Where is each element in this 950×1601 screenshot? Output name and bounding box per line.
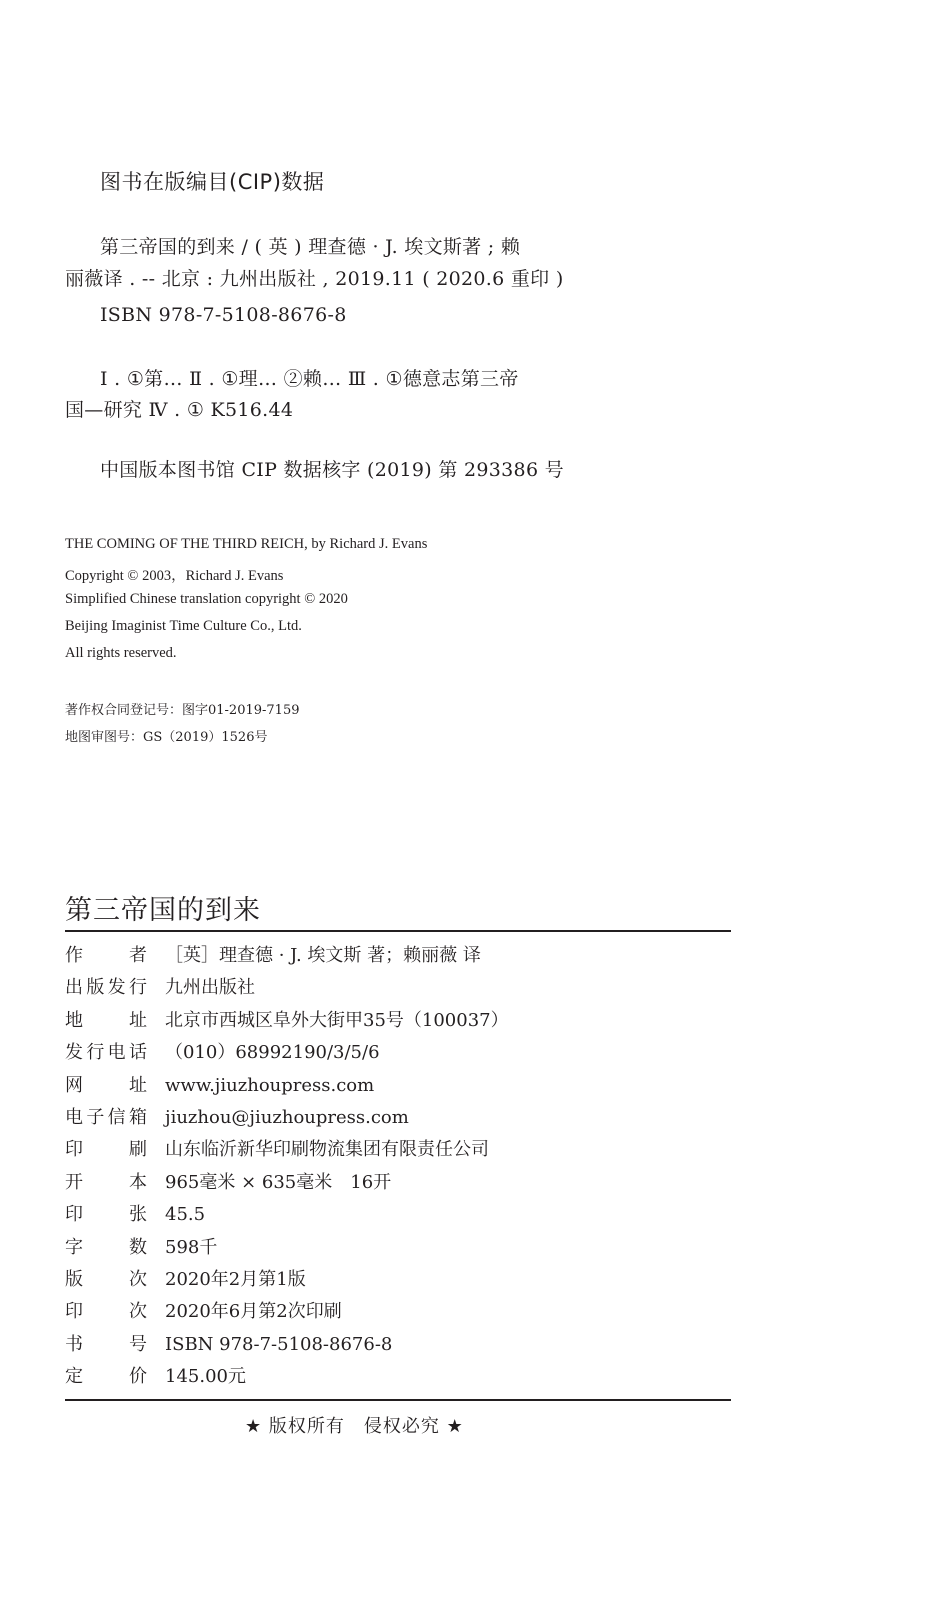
publication-info-table <box>65 940 731 1393</box>
info-label-char: 箱 <box>128 1106 147 1128</box>
info-row <box>65 1037 731 1069</box>
info-value: jiuzhou@jiuzhoupress.com <box>165 1106 409 1128</box>
info-label-char: 印 <box>65 1204 83 1226</box>
info-label <box>65 1232 147 1264</box>
info-label-char: 字 <box>65 1236 83 1258</box>
info-row <box>65 1102 731 1134</box>
info-value: www.jiuzhoupress.com <box>165 1074 375 1096</box>
info-value: 2020年2月第1版 <box>165 1268 306 1290</box>
info-value: 2020年6月第2次印刷 <box>165 1301 342 1323</box>
map-review-number: 地图审图号：GS（2019）1526号 <box>65 730 268 745</box>
info-value: 145.00元 <box>165 1366 246 1388</box>
info-label <box>65 1361 147 1393</box>
info-value: 山东临沂新华印刷物流集团有限责任公司 <box>165 1139 489 1161</box>
info-value: 北京市西城区阜外大街甲35号（100037） <box>165 1009 509 1031</box>
info-row <box>65 1199 731 1231</box>
cip-heading: 图书在版编目(CIP)数据 <box>100 170 325 194</box>
info-row <box>65 1361 731 1393</box>
info-row <box>65 1070 731 1102</box>
info-row <box>65 1167 731 1199</box>
info-label-char: 版 <box>86 977 105 999</box>
info-label-char: 信 <box>107 1106 126 1128</box>
translation-copyright-line: Simplified Chinese translation copyright © 2020 <box>65 591 348 607</box>
english-title-line: THE COMING OF THE THIRD REICH, by Richard J. Evans <box>65 536 428 552</box>
info-value: 九州出版社 <box>165 977 255 999</box>
rights-reserved-line: All rights reserved. <box>65 645 177 661</box>
contract-registration-number: 著作权合同登记号：图字01-2019-7159 <box>65 703 300 718</box>
info-label <box>65 1134 147 1166</box>
info-label-char: 出 <box>65 977 83 999</box>
info-label-char: 发 <box>65 1042 83 1064</box>
info-label-char: 次 <box>129 1268 147 1290</box>
info-value: 965毫米 × 635毫米 16开 <box>165 1171 392 1193</box>
info-value: ISBN 978-7-5108-8676-8 <box>165 1333 393 1355</box>
info-top-rule <box>65 930 731 932</box>
info-row <box>65 1134 731 1166</box>
info-label-char: 行 <box>86 1042 105 1064</box>
cip-entry-line-2: 丽薇译 . -- 北京 : 九州出版社 , 2019.11 ( 2020.6 重印 ) <box>65 268 564 290</box>
info-label <box>65 1264 147 1296</box>
cip-classification-line-1: Ⅰ . ①第… Ⅱ . ①理… ②赖… Ⅲ . ①德意志第三帝 <box>100 368 519 390</box>
info-label-char: 作 <box>65 945 83 966</box>
info-label <box>65 1102 147 1134</box>
info-label-char: 张 <box>129 1204 147 1226</box>
cip-entry-line-1: 第三帝国的到来 / ( 英 ) 理查德 · J. 埃文斯著 ; 赖 <box>100 236 521 258</box>
info-label-char: 行 <box>128 977 147 999</box>
info-label <box>65 1329 147 1361</box>
info-label-char: 址 <box>129 1074 147 1096</box>
info-label-char: 书 <box>65 1333 83 1355</box>
info-label <box>65 1167 147 1199</box>
cip-classification-line-2: 国—研究 Ⅳ . ① K516.44 <box>65 399 294 421</box>
info-label-char: 定 <box>65 1366 83 1388</box>
info-label-char: 电 <box>65 1106 83 1128</box>
info-label-char: 次 <box>129 1301 147 1323</box>
info-label-char: 版 <box>65 1268 83 1290</box>
info-row <box>65 1005 731 1037</box>
info-label-char: 发 <box>107 977 126 999</box>
info-label <box>65 940 147 972</box>
cip-isbn: ISBN 978-7-5108-8676-8 <box>100 304 347 326</box>
info-label <box>65 1037 147 1069</box>
info-label-char: 开 <box>65 1171 83 1193</box>
info-label-char: 地 <box>65 1009 83 1031</box>
info-row <box>65 940 731 972</box>
info-row <box>65 1296 731 1328</box>
info-bottom-rule <box>65 1399 731 1401</box>
info-value: ［英］理查德 · J. 埃文斯 著；赖丽薇 译 <box>165 945 481 966</box>
info-label-char: 址 <box>129 1009 147 1031</box>
info-row <box>65 972 731 1004</box>
info-label-char: 印 <box>65 1139 83 1161</box>
info-value: 598千 <box>165 1236 218 1258</box>
info-label-char: 子 <box>86 1106 105 1128</box>
info-label-char: 价 <box>129 1366 147 1388</box>
info-label-char: 者 <box>129 945 147 966</box>
info-row <box>65 1264 731 1296</box>
book-title: 第三帝国的到来 <box>65 895 261 926</box>
info-label-char: 数 <box>129 1236 147 1258</box>
info-label <box>65 972 147 1004</box>
cip-number: 中国版本图书馆 CIP 数据核字 (2019) 第 293386 号 <box>100 459 564 481</box>
english-copyright-line: Copyright © 2003，Richard J. Evans <box>65 568 284 584</box>
info-label <box>65 1070 147 1102</box>
info-label-char: 印 <box>65 1301 83 1323</box>
info-label-char: 网 <box>65 1074 83 1096</box>
info-label <box>65 1199 147 1231</box>
info-label-char: 号 <box>129 1333 147 1355</box>
info-label-char: 话 <box>128 1042 147 1064</box>
publisher-english-line: Beijing Imaginist Time Culture Co., Ltd. <box>65 618 302 634</box>
info-value: 45.5 <box>165 1204 206 1226</box>
info-label-char: 电 <box>107 1042 126 1064</box>
info-value: （010）68992190/3/5/6 <box>165 1042 380 1064</box>
info-label-char: 本 <box>129 1171 147 1193</box>
info-row <box>65 1232 731 1264</box>
info-label-char: 刷 <box>129 1139 147 1161</box>
info-label <box>65 1296 147 1328</box>
copyright-notice-text: ★ 版权所有 侵权必究 ★ <box>245 1416 464 1437</box>
info-label <box>65 1005 147 1037</box>
info-row <box>65 1329 731 1361</box>
